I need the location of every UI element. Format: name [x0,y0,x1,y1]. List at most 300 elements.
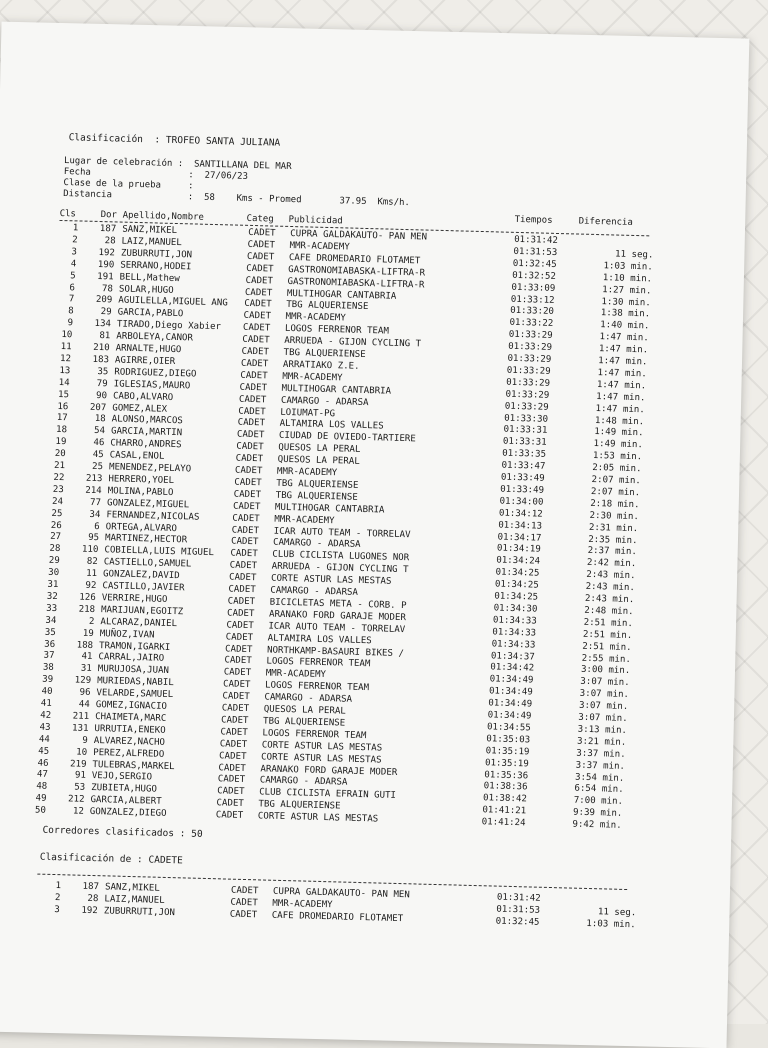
row-tiempo: 01:34:49 [487,710,532,722]
row-cls: 21 [53,460,66,472]
row-dorsal: 25 [91,461,104,473]
col-categ: Categ [246,213,274,225]
row-cls: 34 [45,615,57,626]
event-name: TROFEO SANTA JULIANA [165,134,281,149]
row-name: ALVAREZ,NACHO [93,735,166,748]
row-publicidad: TBG ALQUERIENSE [275,490,358,503]
row-cls: 42 [40,710,52,721]
row-tiempo: 01:34:19 [496,543,541,556]
row-cls: 3 [71,247,78,258]
corredores-label: Corredores clasificados : [42,824,186,840]
row-publicidad: GASTRONOMIABASKA-LIFTRA-R [287,276,425,291]
row-name: CHAIMETA,MARC [95,711,167,724]
row-cls: 15 [57,389,70,400]
row-diferencia: 3:07 min. [578,712,628,724]
clasificacion-label: Clasificación [68,132,144,146]
row-publicidad: MULTIHOGAR CANTABRIA [281,383,392,397]
row-cls: 45 [38,746,50,757]
row-cls: 32 [46,591,58,602]
row-name: LAIZ,MANUEL [121,236,182,249]
row-categ: CADET [229,560,258,572]
row-name: ZUBIETA,HUGO [91,783,157,795]
row-cls: 43 [39,722,51,733]
row-categ: CADET [235,453,264,465]
row-categ: CADET [218,750,247,762]
clase-line: Clase de la prueba : [63,178,194,192]
row-diferencia: 7:00 min. [573,795,624,808]
row-diferencia: 1:48 min. [594,415,645,427]
row-publicidad: GASTRONOMIABASKA-LIFTRA-R [288,264,426,279]
row-cls: 49 [35,793,47,804]
row-name: ORTEGA,ALVARO [105,521,178,534]
row-name: BELL,Mathew [119,272,180,284]
row-publicidad: MMR-ACADEMY [285,312,346,324]
row-cls: 31 [47,579,59,591]
row-cls: 37 [43,651,55,662]
row-publicidad: TBG ALQUERIENSE [283,347,366,360]
row-tiempo: 01:31:53 [513,246,558,258]
row-diferencia: 1:03 min. [586,918,636,931]
row-tiempo: 01:34:49 [489,674,534,686]
row-cls: 46 [37,758,49,769]
row-categ: CADET [224,655,252,667]
row-name: CASTIELLO,SAMUEL [103,557,192,570]
row-dorsal: 12 [72,806,84,817]
row-dorsal: 2 [88,616,95,627]
col-cls: Cls [59,208,77,220]
row-dorsal: 44 [78,699,90,710]
row-cls: 30 [48,567,60,579]
row-categ: CADET [224,643,253,655]
row-diferencia: 3:00 min. [580,665,631,677]
row-categ: CADET [248,227,276,239]
row-tiempo: 01:34:33 [491,638,536,651]
row-categ: CADET [230,548,258,560]
row-tiempo: 01:31:42 [496,892,541,904]
row-publicidad: TBG ALQUERIENSE [258,799,341,812]
row-diferencia: 2:18 min. [590,498,640,511]
row-publicidad: ARRUEDA - GIJON CYCLING T [271,561,409,576]
row-categ: CADET [240,358,269,370]
row-tiempo: 01:32:45 [495,916,540,928]
row-cls: 47 [36,769,48,781]
row-dorsal: 192 [98,247,116,259]
row-publicidad: QUESOS LA PERAL [278,442,361,456]
row-name: GONZALEZ,DIEGO [89,807,167,820]
row-cls: 13 [59,365,71,377]
row-cls: 44 [38,734,50,745]
row-dorsal: 19 [82,628,94,639]
row-diferencia: 2:51 min. [583,617,634,629]
row-publicidad: CUPRA GALDAKAUTO- PAN MEN [272,886,410,901]
row-name: GARCIA,PABLO [117,307,184,320]
row-tiempo: 01:35:19 [484,757,529,770]
row-tiempo: 01:33:47 [501,460,546,472]
row-dorsal: 219 [69,758,87,770]
row-publicidad: CAMARGO - ADARSA [272,538,361,551]
row-diferencia: 2:05 min. [592,463,642,475]
row-cls: 38 [42,662,54,674]
row-name: SANZ,MIKEL [122,224,178,237]
row-name: TIRADO,Diego Xabier [116,319,222,333]
row-cls: 8 [68,306,74,317]
row-name: GONZALEZ,MIGUEL [106,497,190,511]
row-dorsal: 95 [87,533,100,544]
row-publicidad: MMR-ACADEMY [265,668,327,681]
row-categ: CADET [241,346,270,358]
row-tiempo: 01:34:12 [498,508,543,520]
row-diferencia: 1:47 min. [599,332,649,344]
row-dorsal: 192 [81,905,98,917]
row-diferencia: 2:42 min. [586,558,637,570]
row-diferencia: 1:49 min. [594,427,644,439]
row-name: TRAMON,IGARKI [98,640,171,653]
row-diferencia: 1:10 min. [602,272,653,285]
row-name: COBIELLA,LUIS MIGUEL [104,545,215,559]
row-categ: CADET [239,382,268,394]
row-diferencia: 2:43 min. [586,570,636,582]
row-name: MURIEDAS,NABIL [96,676,174,689]
row-diferencia: 1:40 min. [600,320,650,332]
row-dorsal: 90 [95,390,108,401]
row-dorsal: 126 [79,592,96,603]
row-tiempo: 01:41:21 [482,805,527,817]
row-name: SERRANO,HODEI [120,260,192,273]
row-cls: 41 [40,698,52,709]
row-diferencia: 2:07 min. [590,486,641,499]
row-publicidad: LOGOS FERRENOR TEAM [266,656,371,670]
row-dorsal: 188 [76,640,94,651]
row-dorsal: 6 [94,521,100,532]
row-name: CABO,ALVARO [112,390,174,403]
kms-h-label: Kms/h. [377,197,411,209]
row-dorsal: 129 [74,675,92,687]
row-diferencia: 2:48 min. [584,605,634,617]
row-diferencia: 3:37 min. [575,760,626,772]
row-publicidad: LOIUMAT-PG [280,407,336,419]
row-cls: 19 [55,437,67,448]
row-cls: 10 [61,330,73,341]
row-publicidad: MULTIHOGAR CANTABRIA [274,502,385,516]
row-categ: CADET [223,667,252,679]
row-categ: CADET [227,596,256,608]
row-categ: CADET [242,322,271,334]
row-name: MENENDEZ,PELAYO [108,462,192,475]
row-dorsal: 214 [85,485,102,496]
row-tiempo: 01:35:03 [486,734,531,746]
col-nombre: Apellido,Nombre [122,210,205,223]
row-dorsal: 78 [101,283,114,294]
row-dorsal: 91 [74,770,86,782]
row-categ: CADET [220,715,249,726]
results-sheet [0,22,749,1048]
row-publicidad: TBG ALQUERIENSE [286,300,369,313]
row-tiempo: 01:34:24 [496,555,541,567]
lugar-line: Lugar de celebración : SANTILLANA DEL MAR [63,156,292,172]
fecha-value: 27/06/23 [204,170,249,182]
row-publicidad: ALTAMIRA LOS VALLES [279,419,384,432]
row-publicidad: ALTAMIRA LOS VALLES [267,633,372,646]
row-publicidad: CORTE ASTUR LAS MESTAS [270,573,392,587]
row-publicidad: MMR-ACADEMY [276,466,338,479]
row-categ: CADET [219,739,248,750]
row-cls: 3 [54,905,60,916]
row-tiempo: 01:33:29 [507,353,552,365]
row-tiempo: 01:33:49 [500,484,545,496]
row-diferencia: 3:07 min. [578,700,629,713]
row-publicidad: LOGOS FERRENOR TEAM [284,324,390,337]
row-publicidad: MMR-ACADEMY [272,898,333,911]
row-publicidad: CORTE ASTUR LAS MESTAS [260,751,382,766]
row-name: ZUBURRUTI,JON [120,248,193,261]
row-dorsal: 29 [100,307,112,318]
row-name: ALCARAZ,DANIEL [100,616,178,629]
row-diferencia: 2:30 min. [589,510,639,522]
row-categ: CADET [225,632,254,643]
row-diferencia: 11 seg. [597,907,637,919]
clase-label: Clase de la prueba [63,178,162,191]
row-diferencia: 2:31 min. [588,522,639,534]
row-dorsal: 207 [89,402,107,413]
row-tiempo: 01:35:19 [485,745,530,758]
row-cls: 36 [44,639,56,650]
row-publicidad: ARANAKO FORD GARAJE MODER [268,609,407,623]
row-publicidad: NORTHKAMP-BASAURI BIKES / [266,645,405,659]
row-dorsal: 53 [74,782,86,794]
row-categ: CADET [234,465,263,477]
row-publicidad: TBG ALQUERIENSE [276,478,359,491]
row-categ: CADET [246,263,274,275]
row-dorsal: 209 [95,295,113,306]
row-diferencia: 2:43 min. [584,593,635,606]
row-dorsal: 46 [93,438,105,449]
kms-promed-label: Kms - Promed [236,193,302,206]
row-diferencia: 2:43 min. [585,581,636,594]
row-tiempo: 01:33:20 [510,306,555,318]
row-name: ALONSO,MARCOS [111,414,183,427]
row-categ: CADET [234,477,262,489]
lugar-value: SANTILLANA DEL MAR [193,159,292,172]
row-tiempo: 01:33:29 [506,377,551,389]
row-dorsal: 11 [86,568,98,580]
row-cls: 22 [53,472,65,484]
row-cls: 33 [46,603,58,614]
row-name: SANZ,MIKEL [104,882,160,894]
row-dorsal: 191 [97,271,114,282]
row-name: VEJO,SERGIO [91,771,153,783]
row-diferencia: 2:55 min. [581,653,632,665]
row-cls: 48 [36,781,48,793]
row-diferencia: 6:54 min. [574,784,624,796]
row-name: GARCIA,ALBERT [90,795,162,807]
row-name: GONZALEZ,DAVID [102,569,180,582]
row-categ: CADET [232,513,260,524]
row-diferencia: 9:39 min. [572,807,623,820]
row-categ: CADET [228,584,256,596]
row-diferencia [559,894,637,896]
row-categ: CADET [228,572,257,584]
row-dorsal: 28 [104,236,116,247]
row-name: SOLAR,HUGO [118,284,174,296]
row-publicidad: CORTE ASTUR LAS MESTAS [257,811,379,825]
row-categ: CADET [242,334,270,346]
row-diferencia: 1:47 min. [597,367,647,380]
row-dorsal: 212 [67,794,85,805]
row-categ: CADET [233,489,262,501]
row-cls: 9 [67,318,74,329]
row-tiempo: 01:34:17 [497,532,542,544]
row-name: GOMEZ,ALEX [112,402,168,415]
row-publicidad: TBG ALQUERIENSE [262,716,346,729]
row-tiempo: 01:34:00 [499,496,544,508]
row-name: TULEBRAS,MARKEL [92,759,175,772]
row-dorsal: 31 [80,663,92,675]
row-diferencia: 1:47 min. [596,379,647,392]
row-publicidad: CIUDAD DE OVIEDO-TARTIERE [278,431,416,445]
row-name: RODRIGUEZ,DIEGO [114,367,197,380]
row-publicidad: LOGOS FERRENOR TEAM [264,680,370,694]
row-name: AGUILELLA,MIGUEL ANG [118,295,228,309]
row-cls: 50 [34,805,47,816]
row-categ: CADET [231,525,260,536]
row-cls: 23 [52,484,64,495]
title-line: Clasificación : TROFEO SANTA JULIANA [68,132,281,149]
row-publicidad: CAMARGO - ADARSA [259,775,348,789]
row-dorsal: 41 [81,652,93,663]
row-name: IGLESIAS,MAURO [113,379,191,392]
row-diferencia: 1:47 min. [595,403,645,415]
row-tiempo: 01:33:29 [508,341,553,353]
row-cls: 7 [68,294,75,305]
results-document [34,52,671,931]
row-dorsal: 134 [94,319,112,330]
row-publicidad: QUESOS LA PERAL [263,704,346,717]
row-publicidad: ICAR AUTO TEAM - TORRELAV [268,621,406,635]
row-publicidad: ARRUEDA - GIJON CYCLING T [284,335,422,350]
row-tiempo: 01:34:25 [494,579,539,591]
row-dorsal: 10 [76,747,88,758]
row-diferencia: 2:51 min. [582,641,632,653]
row-categ: CADET [230,897,258,909]
row-categ: CADET [237,418,266,429]
row-categ: CADET [226,608,255,619]
row-name: CARRAL,JAIRO [98,652,165,665]
row-dorsal: 211 [72,711,90,722]
row-dorsal: 81 [99,331,111,342]
distancia-label: Distancia [63,189,113,201]
row-diferencia: 1:47 min. [598,344,649,356]
lugar-label: Lugar de celebración [63,156,173,169]
row-publicidad: ARRATIAKO Z.E. [282,359,360,372]
row-cls: 5 [70,270,76,281]
row-tiempo: 01:34:55 [486,722,531,734]
row-categ: CADET [221,703,250,715]
row-tiempo: 01:33:12 [510,294,555,306]
row-categ: CADET [236,429,265,441]
row-name: CASAL,ENOL [109,450,165,462]
row-dorsal: 210 [93,342,110,354]
row-publicidad: QUESOS LA PERAL [277,454,360,467]
row-categ: CADET [220,727,248,738]
row-cls: 11 [60,342,72,353]
row-name: CHARRO,ANDRES [110,438,182,451]
row-name: HERRERO,YOEL [108,474,175,486]
row-publicidad: CAFE DROMEDARIO FLOTAMET [271,910,404,925]
row-name: ARBOLEYA,CANOR [116,331,194,344]
row-publicidad: MULTIHOGAR CANTABRIA [286,288,397,302]
row-cls: 12 [59,353,72,365]
row-dorsal: 45 [92,449,104,461]
distancia-line: Distancia : 58 Kms - Promed 37.95 Kms/h. [63,189,411,209]
row-publicidad: CAMARGO - ADARSA [270,585,359,598]
row-tiempo: 01:34:37 [490,650,535,663]
row-cls: 25 [51,508,63,519]
row-diferencia: 2:07 min. [591,474,641,487]
row-name: LAIZ,MANUEL [104,894,165,906]
row-name: ZUBURRUTI,JON [103,906,176,919]
row-cls: 4 [70,258,77,270]
row-dorsal: 183 [92,354,110,366]
row-tiempo: 01:34:49 [488,698,533,710]
row-categ: CADET [218,762,246,774]
row-diferencia: 3:07 min. [580,677,630,689]
row-cls: 6 [69,282,76,293]
row-diferencia: 2:37 min. [587,546,638,558]
row-dorsal: 213 [85,473,103,485]
row-categ: CADET [229,909,258,921]
row-publicidad: CAFE DROMEDARIO FLOTAMET [288,252,421,267]
promedio-value: 37.95 [339,196,367,207]
row-dorsal: 34 [89,509,101,520]
row-dorsal: 79 [96,378,108,389]
row-name: MARIJUAN,EGOITZ [100,604,184,618]
row-diferencia: 3:13 min. [577,724,628,736]
row-cls: 1 [72,223,79,234]
row-tiempo: 01:38:42 [482,793,527,805]
row-tiempo: 01:34:25 [495,567,540,579]
row-categ: CADET [244,287,273,299]
fecha-label: Fecha [63,167,91,178]
row-tiempo: 01:33:31 [502,436,547,449]
row-tiempo: 01:35:36 [484,769,529,781]
row-dorsal: 218 [78,604,96,615]
row-name: AGIRRE,OIER [114,355,176,367]
row-diferencia: 1:53 min. [592,451,643,463]
row-diferencia: 3:54 min. [574,772,625,784]
row-publicidad: CAMARGO - ADARSA [264,692,353,705]
row-name: VELARDE,SAMUEL [96,688,174,701]
row-tiempo: 01:34:33 [492,615,537,627]
row-diferencia: 1:49 min. [593,439,643,451]
row-publicidad: LOGOS FERRENOR TEAM [262,728,367,741]
row-publicidad: ARANAKO FORD GARAJE MODER [260,763,398,778]
row-dorsal: 54 [93,426,106,437]
row-diferencia: 3:21 min. [576,736,627,748]
row-diferencia: 2:51 min. [582,629,633,641]
row-name: PEREZ,ALFREDO [93,747,165,760]
row-cls: 24 [51,496,64,507]
row-categ: CADET [247,239,276,251]
row-publicidad: CLUB CICLISTA LUGONES NOR [272,549,410,564]
row-publicidad: CORTE ASTUR LAS MESTAS [261,740,383,754]
row-dorsal: 35 [97,366,109,378]
row-dorsal: 190 [97,259,115,271]
row-publicidad: ICAR AUTO TEAM - TORRELAV [273,526,411,540]
row-tiempo: 01:34:25 [494,591,539,603]
row-tiempo: 01:33:29 [506,365,551,377]
row-tiempo: 01:31:42 [513,234,559,246]
row-publicidad: MMR-ACADEMY [274,514,335,526]
